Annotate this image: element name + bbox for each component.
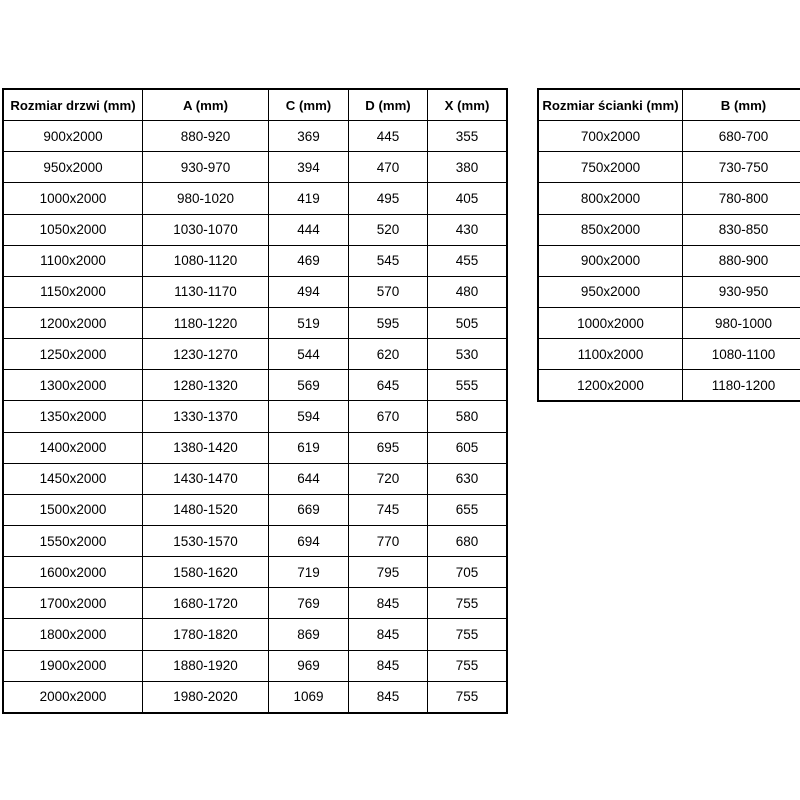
table-cell: 869 [269,619,349,650]
table-cell: 645 [349,370,428,401]
table-row [3,339,507,370]
table-row [3,619,507,650]
table-cell: 880-900 [683,245,800,276]
table-cell: 680 [428,525,508,556]
table-row [3,681,507,713]
table-row [3,276,507,307]
table-cell: 1400x2000 [3,432,143,463]
column-header: X (mm) [428,89,508,121]
table-cell: 1680-1720 [143,588,269,619]
table-cell: 930-970 [143,152,269,183]
table-cell: 969 [269,650,349,681]
table-cell: 545 [349,245,428,276]
table-cell: 755 [428,681,508,713]
table-cell: 620 [349,339,428,370]
table-cell: 1350x2000 [3,401,143,432]
table-cell: 755 [428,650,508,681]
table-cell: 1080-1100 [683,339,800,370]
table-cell: 845 [349,681,428,713]
table-cell: 745 [349,494,428,525]
table-row [3,401,507,432]
table-cell: 519 [269,307,349,338]
table-cell: 1530-1570 [143,525,269,556]
table-cell: 480 [428,276,508,307]
table-cell: 605 [428,432,508,463]
table-cell: 369 [269,121,349,152]
table-cell: 430 [428,214,508,245]
table-row [538,245,800,276]
table-row [3,650,507,681]
table-cell: 455 [428,245,508,276]
table-cell: 380 [428,152,508,183]
table-row [3,525,507,556]
table-cell: 494 [269,276,349,307]
table-cell: 800x2000 [538,183,683,214]
table-cell: 1780-1820 [143,619,269,650]
table-cell: 769 [269,588,349,619]
table-cell: 1000x2000 [3,183,143,214]
table-cell: 530 [428,339,508,370]
table-row [538,183,800,214]
table-cell: 845 [349,650,428,681]
table-cell: 1200x2000 [3,307,143,338]
table-cell: 780-800 [683,183,800,214]
table-cell: 1030-1070 [143,214,269,245]
table-cell: 770 [349,525,428,556]
table-cell: 980-1000 [683,307,800,338]
table-cell: 594 [269,401,349,432]
table-row [538,370,800,402]
table-cell: 1600x2000 [3,557,143,588]
table-row [3,245,507,276]
table-cell: 1200x2000 [538,370,683,402]
table-cell: 1800x2000 [3,619,143,650]
table-row [3,152,507,183]
table-cell: 1580-1620 [143,557,269,588]
table-cell: 900x2000 [538,245,683,276]
column-header: Rozmiar drzwi (mm) [3,89,143,121]
table-row [3,183,507,214]
table-cell: 1280-1320 [143,370,269,401]
column-header: B (mm) [683,89,800,121]
table-cell: 495 [349,183,428,214]
table-cell: 700x2000 [538,121,683,152]
table-cell: 1000x2000 [538,307,683,338]
table-cell: 1480-1520 [143,494,269,525]
table-cell: 544 [269,339,349,370]
table-cell: 655 [428,494,508,525]
table-cell: 669 [269,494,349,525]
door-size-table [2,88,508,714]
table-cell: 1250x2000 [3,339,143,370]
table-cell: 469 [269,245,349,276]
table-cell: 680-700 [683,121,800,152]
table-cell: 1150x2000 [3,276,143,307]
table-cell: 850x2000 [538,214,683,245]
table-row [3,494,507,525]
table-cell: 845 [349,588,428,619]
table-cell: 1069 [269,681,349,713]
table-cell: 830-850 [683,214,800,245]
table-cell: 580 [428,401,508,432]
table-cell: 930-950 [683,276,800,307]
table-cell: 1430-1470 [143,463,269,494]
table-cell: 730-750 [683,152,800,183]
table-cell: 505 [428,307,508,338]
table-cell: 405 [428,183,508,214]
table-cell: 644 [269,463,349,494]
table-cell: 1500x2000 [3,494,143,525]
column-header: C (mm) [269,89,349,121]
table-cell: 1100x2000 [3,245,143,276]
table-cell: 619 [269,432,349,463]
table-cell: 394 [269,152,349,183]
table-cell: 470 [349,152,428,183]
table-cell: 630 [428,463,508,494]
table-cell: 1700x2000 [3,588,143,619]
table-cell: 1980-2020 [143,681,269,713]
table-cell: 795 [349,557,428,588]
header-row [538,89,800,121]
table-row [3,557,507,588]
table-cell: 900x2000 [3,121,143,152]
table-row [3,121,507,152]
table-cell: 2000x2000 [3,681,143,713]
table-cell: 1100x2000 [538,339,683,370]
table-cell: 1330-1370 [143,401,269,432]
column-header: Rozmiar ścianki (mm) [538,89,683,121]
table-row [3,463,507,494]
table-row [3,432,507,463]
table-cell: 1880-1920 [143,650,269,681]
table-cell: 695 [349,432,428,463]
table-cell: 705 [428,557,508,588]
table-cell: 1450x2000 [3,463,143,494]
table-cell: 950x2000 [538,276,683,307]
table-cell: 750x2000 [538,152,683,183]
wall-panel-size-table [537,88,800,402]
table-cell: 570 [349,276,428,307]
table-cell: 595 [349,307,428,338]
table-row [3,370,507,401]
table-cell: 694 [269,525,349,556]
table-cell: 1130-1170 [143,276,269,307]
table-cell: 755 [428,619,508,650]
table-row [3,214,507,245]
table-row [538,152,800,183]
table-cell: 555 [428,370,508,401]
table-cell: 670 [349,401,428,432]
table-row [538,307,800,338]
table-cell: 980-1020 [143,183,269,214]
table-cell: 1080-1120 [143,245,269,276]
table-cell: 1900x2000 [3,650,143,681]
column-header: D (mm) [349,89,428,121]
table-cell: 719 [269,557,349,588]
table-row [538,276,800,307]
table-row [538,214,800,245]
table-row [538,121,800,152]
table-cell: 1230-1270 [143,339,269,370]
table-cell: 444 [269,214,349,245]
table-cell: 1050x2000 [3,214,143,245]
header-row [3,89,507,121]
table-row [538,339,800,370]
table-cell: 569 [269,370,349,401]
table-cell: 880-920 [143,121,269,152]
table-cell: 355 [428,121,508,152]
table-row [3,307,507,338]
column-header: A (mm) [143,89,269,121]
table-cell: 950x2000 [3,152,143,183]
table-cell: 1380-1420 [143,432,269,463]
table-cell: 520 [349,214,428,245]
table-cell: 845 [349,619,428,650]
table-cell: 755 [428,588,508,619]
table-cell: 720 [349,463,428,494]
table-cell: 1300x2000 [3,370,143,401]
table-cell: 419 [269,183,349,214]
table-row [3,588,507,619]
table-cell: 1180-1200 [683,370,800,402]
table-cell: 1180-1220 [143,307,269,338]
table-cell: 1550x2000 [3,525,143,556]
table-cell: 445 [349,121,428,152]
